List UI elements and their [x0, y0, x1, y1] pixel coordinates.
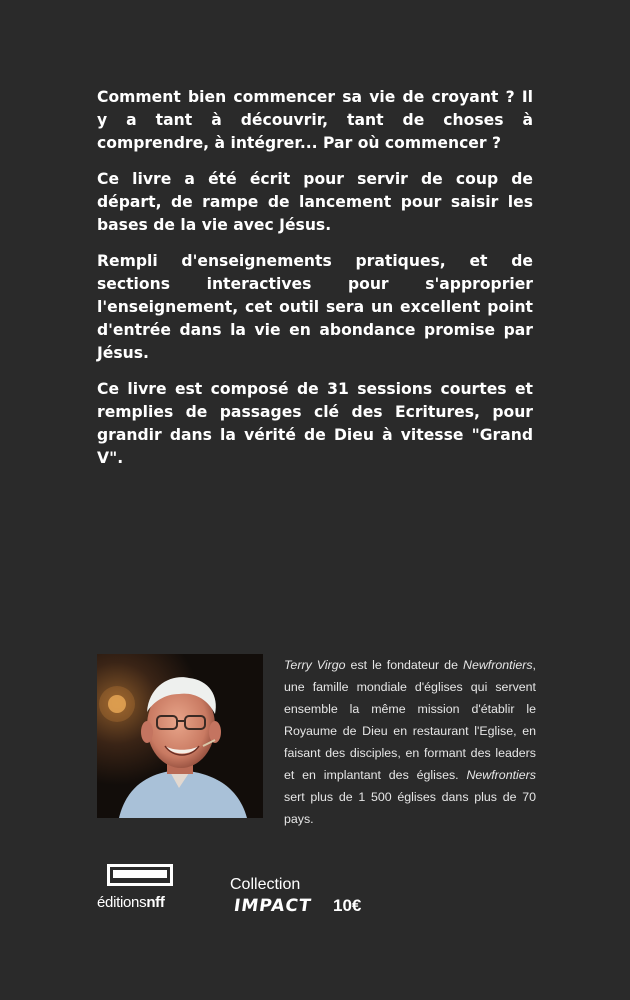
- collection-block: [230, 876, 311, 916]
- price-label: 10€: [333, 896, 362, 915]
- blurb-paragraph-3: Rempli d'enseignements pratiques, et de sections interactives pour s'approprier l'enseignement, cet outil sera un excellent point d'entrée dans la vie en abondance promise par Jésus.: [97, 252, 533, 362]
- author-photo: [97, 654, 263, 818]
- author-name: Terry Virgo: [284, 658, 346, 672]
- author-portrait-image: [97, 654, 263, 818]
- author-bio-text-1: est le fondateur de: [345, 658, 463, 672]
- collection-name: IMPACT: [232, 896, 313, 916]
- author-bio: [284, 654, 536, 830]
- publisher-logo-mark: [107, 864, 173, 886]
- author-bio-text-3: sert plus de 1 500 églises dans plus de 70 pays.: [284, 790, 536, 826]
- blurb-paragraph-2: Ce livre a été écrit pour servir de coup de départ, de rampe de lancement pour saisir les bases de la vie avec Jésus.: [97, 170, 533, 234]
- publisher-logo-text: [97, 894, 165, 911]
- blurb-paragraph-4: Ce livre est composé de 31 sessions courtes et remplies de passages clé des Ecritures, pour grandir dans la vérité de Dieu à vitesse "Grand V".: [97, 380, 533, 467]
- organization-name: Newfrontiers: [463, 658, 533, 672]
- organization-name-repeat: Newfrontiers: [466, 768, 536, 782]
- publisher-logo-suffix: nff: [146, 894, 165, 911]
- blurb-paragraph-1: Comment bien commencer sa vie de croyant ? Il y a tant à découvrir, tant de choses à comprendre, à intégrer... Par où commencer ?: [97, 88, 533, 152]
- publisher-logo: [97, 864, 189, 916]
- publisher-logo-prefix: éditions: [97, 894, 147, 911]
- collection-label: Collection: [230, 876, 301, 893]
- author-bio-text-2: , une famille mondiale d'églises qui servent ensemble la même mission d'établir le Royaume de Dieu en restaurant l'Eglise, en faisant des disciples, en formant des leaders et en implantant des églises.: [284, 658, 536, 782]
- back-cover-blurb: [97, 86, 533, 483]
